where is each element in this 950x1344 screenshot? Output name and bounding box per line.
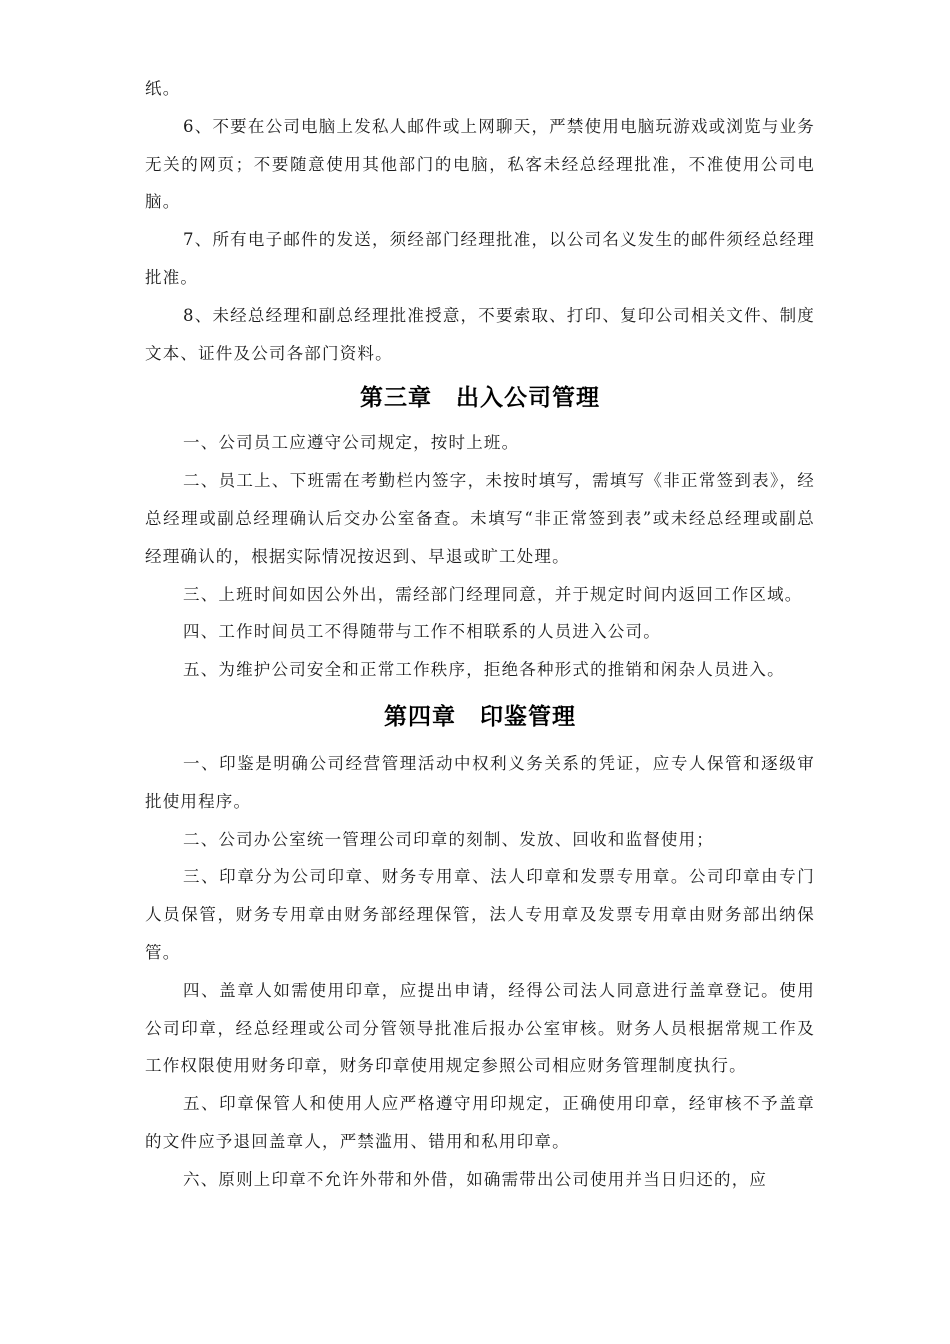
chapter-3-item-1: 一、公司员工应遵守公司规定，按时上班。 [183, 433, 520, 453]
chapter-4-item-2: 二、公司办公室统一管理公司印章的刻制、发放、回收和监督使用； [183, 829, 714, 849]
chapter-4-title: 第四章 印鉴管理 [384, 703, 576, 730]
chapter-3-item-2: 二、员工上、下班需在考勤栏内签字，未按时填写，需填写《非正常签到表》，经总经理或副总经理确认后交办公室备查。未填写“非正常签到表”或未经总经理或副总经理确认的，根据实际情况按迟到、早退或旷工处理。 [145, 471, 815, 566]
paragraph-item-7: 7、所有电子邮件的发送，须经部门经理批准，以公司名义发生的邮件须经总经理批准。 [145, 230, 815, 287]
chapter-3-title: 第三章 出入公司管理 [360, 385, 600, 412]
chapter-4-item-4: 四、盖章人如需使用印章，应提出申请，经得公司法人同意进行盖章登记。使用公司印章，经总经理或公司分管领导批准后报办公室审核。财务人员根据常规工作及工作权限使用财务印章，财务印章使用规定参照公司相应财务管理制度执行。 [145, 980, 815, 1076]
chapter-3-item-5: 五、为维护公司安全和正常工作秩序，拒绝各种形式的推销和闲杂人员进入。 [183, 660, 785, 680]
chapter-3-item-4: 四、工作时间员工不得随带与工作不相联系的人员进入公司。 [183, 622, 661, 642]
paragraph-item-6: 6、不要在公司电脑上发私人邮件或上网聊天，严禁使用电脑玩游戏或浏览与业务无关的网页；不要随意使用其他部门的电脑，私客未经总经理批准，不准使用公司电脑。 [145, 116, 815, 212]
paragraph-continuation: 纸。 [145, 79, 181, 98]
document-page [145, 70, 815, 1199]
chapter-4-item-6: 六、原则上印章不允许外带和外借，如确需带出公司使用并当日归还的，应 [183, 1169, 768, 1189]
chapter-4-item-1: 一、印鉴是明确公司经营管理活动中权利义务关系的凭证，应专人保管和逐级审批使用程序。 [145, 753, 815, 811]
chapter-4-item-3: 三、印章分为公司印章、财务专用章、法人印章和发票专用章。公司印章由专门人员保管，财务专用章由财务部经理保管，法人专用章及发票专用章由财务部出纳保管。 [145, 867, 815, 962]
paragraph-item-8: 8、未经总经理和副总经理批准授意，不要索取、打印、复印公司相关文件、制度文本、证件及公司各部门资料。 [145, 305, 815, 363]
chapter-3-item-3: 三、上班时间如因公外出，需经部门经理同意，并于规定时间内返回工作区域。 [183, 584, 803, 604]
chapter-4-item-5: 五、印章保管人和使用人应严格遵守用印规定，正确使用印章，经审核不予盖章的文件应予退回盖章人，严禁滥用、错用和私用印章。 [145, 1094, 815, 1151]
